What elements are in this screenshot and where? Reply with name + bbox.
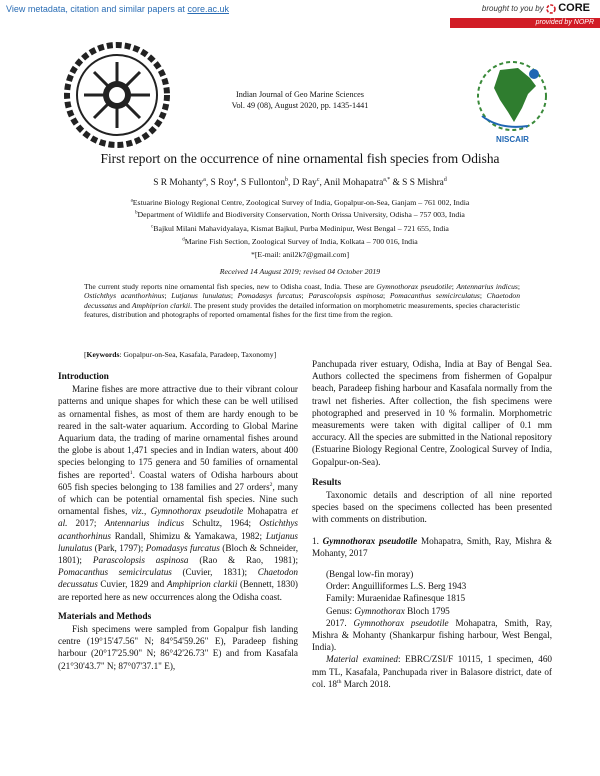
taxon-genus: Genus: Gymnothorax Bloch 1795: [326, 605, 450, 616]
text-run: Randall, Shimizu & Yamakawa, 1982;: [110, 530, 266, 541]
text-run: Gymnothorax pseudotile: [150, 506, 244, 517]
methods-heading: Materials and Methods: [58, 611, 152, 622]
methods-text: Fish specimens were sampled from Gopalpur fish landing centre (19°15'47.56" N; 84°54'59.26" E), Paradeep fishing harbour (20°17'25.90" N; 86°42'26.73" E) and from Kasafala (21°30'43.7" N; 87°07'37.1" E),: [58, 624, 298, 671]
paper-title: First report on the occurrence of nine ornamental fish species from Odisha: [100, 151, 500, 166]
text-run: (Park, 1797);: [92, 542, 146, 553]
species-heading: 1. Gymnothorax pseudotile Mohapatra, Smith, Ray, Mishra & Mohanty, 2017: [312, 535, 552, 558]
text-run: , many of which can be potential ornamental fish species. Nine such ornamental fishes,: [58, 481, 298, 517]
text-run: ;: [383, 291, 390, 301]
methods-continued: Panchupada river estuary, Odisha, India at Bay of Bengal Sea. Authors collected the specimens from fishermen of Gopalpur beach, Paradeep fishing harbour and Kasafala normally from the trawl net fisheries. After collection, the fish specimens were photographed and preserved in 10 % formalin. Morphometric measurements were taken with digital calliper of 0.1 mm accuracy. All the species are submitted in the National repository (Estuarine Biology Regional Centre, Zoological Survey of India, Gopalpur-on-Sea).: [312, 359, 552, 467]
text-run: Chaetodon decussatus: [84, 291, 520, 310]
niscair-label: NISCAIR: [496, 135, 529, 144]
affiliation-line: $^d$Marine Fish Section, Zoological Survey of India, Kolkata – 700 016, India: [182, 237, 418, 246]
text-run: Pomacanthus semicirculatus: [389, 291, 480, 301]
text-run: Amphiprion clarkii: [166, 579, 238, 590]
author-name: D Ray$^c$: [292, 176, 320, 188]
text-run: ;: [479, 291, 487, 301]
author-name: Anil Mohapatra$^{a,*}$: [323, 176, 391, 188]
introduction-text: [58, 383, 298, 603]
core-url-link[interactable]: core.ac.uk: [187, 4, 229, 14]
author-name: S S Mishra$^d$: [402, 176, 447, 188]
text-run: th: [337, 678, 342, 685]
text-run: ;: [230, 291, 238, 301]
core-branding[interactable]: brought to you by CORE: [481, 2, 590, 14]
text-run: Antennarius indicus: [104, 518, 185, 529]
author-name: S R Mohanty$^a$: [153, 176, 206, 188]
text-run: Schultz, 1964;: [184, 518, 260, 529]
text-run: Mohapatra, Smith, Ray, Mishra & Mohanty (Shankarpur fishing harbour, West Bengal, India).: [312, 617, 552, 653]
text-run: Material examined: [326, 654, 398, 665]
text-run: ;: [164, 291, 172, 301]
abstract: [84, 282, 520, 319]
provider-bar[interactable]: provided by NOPR: [450, 18, 600, 28]
text-run: Marine fishes are more attractive due to their vibrant colour patterns and unique shapes for which these can be well utilised as ornamental fishes, as most of them are hardy enough to be reared in the salt-water aquarium. According to Global Marine Aquarium data, the trading of marine ornamental fishes around the globe is about 1,471 species and in Indian waters, about 400 species belonging to 175 genera and 50 families of ornamental fishes are reported: [58, 384, 298, 480]
text-run: . Coastal waters of Odisha harbours about 605 fish species belonging to 138 families and 27 orders: [58, 469, 298, 492]
species-reference: [312, 617, 552, 654]
author-name: S Fullonton$^b$: [241, 176, 288, 188]
text-run: Parascolopsis aspinosa: [308, 291, 384, 301]
journal-volume: Vol. 49 (08), August 2020, pp. 1435-1441: [231, 101, 369, 110]
affiliation-line: $^c$Bajkul Milani Mahavidyalaya, Kismat Bajkul, Purba Medinipur, West Bengal – 721 655, India: [151, 224, 449, 233]
affiliation-line: *[E-mail: anil2k7@gmail.com]: [250, 250, 350, 259]
text-run: : EBRC/ZSI/F 10115, 1 specimen, 460 mm TL, Kasafala, Panchupada river in Balasore district, date of col. 18: [312, 654, 553, 689]
text-run: ;: [301, 291, 309, 301]
text-run: Ostichthys acanthorhinus: [58, 518, 298, 541]
text-run: ,: [144, 506, 151, 517]
text-run: Amphiprion clarkii: [131, 300, 191, 310]
text-run: viz.: [131, 506, 145, 517]
keywords: [Keywords: Gopalpur-on-Sea, Kasafala, Paradeep, Taxonomy]: [84, 350, 277, 359]
introduction-heading: Introduction: [58, 372, 109, 382]
text-run: March 2018.: [341, 678, 391, 689]
text-run: ;: [451, 282, 457, 291]
text-run: Pomacanthus semicirculatus: [58, 567, 172, 578]
left-column: [58, 371, 298, 672]
text-run: Pomadasys furcatus: [237, 291, 302, 301]
material-examined: [312, 653, 552, 690]
text-run: et al.: [58, 506, 299, 529]
taxon-order: Order: Anguilliformes L.S. Berg 1943: [326, 581, 467, 592]
text-run: 2: [269, 481, 273, 488]
common-name: (Bengal low-fin moray): [326, 569, 414, 580]
text-run: Lutjanus lunulatus: [58, 530, 298, 553]
author-name: S Roy$^a$: [210, 176, 237, 188]
text-run: Mohapatra: [243, 506, 292, 517]
text-run: and: [116, 300, 132, 310]
core-logo-icon: [546, 4, 556, 14]
text-run: The current study reports nine ornamental fish species, new to Odisha coast, India. These are: [84, 282, 377, 291]
text-run: Ostichthys acanthorhinus: [84, 291, 165, 301]
core-metadata-link[interactable]: View metadata, citation and similar papers at core.ac.uk: [6, 4, 229, 14]
results-heading: Results: [312, 477, 342, 488]
affiliation-line: $^a$Estuarine Biology Regional Centre, Zoological Survey of India, Gopalpur-on-Sea, Ganjam – 761 002, India: [130, 198, 470, 207]
received-dates: Received 14 August 2019; revised 04 October 2019: [219, 267, 381, 276]
text-run: ;: [517, 282, 520, 291]
text-run: Gymnothorax pseudotile: [353, 617, 449, 628]
text-run: Pomadasys furcatus: [145, 542, 220, 553]
text-run: 2017.: [326, 617, 354, 628]
journal-name: Indian Journal of Geo Marine Sciences: [235, 90, 364, 99]
text-run: (Rao & Rao, 1981);: [188, 555, 298, 566]
text-run: Antennarius indicus: [456, 282, 518, 291]
text-run: 2017;: [67, 518, 105, 529]
right-column: [312, 358, 552, 690]
text-run: (Bennett, 1830) are reported here as new occurrences along the Odisha coast.: [58, 579, 298, 602]
text-run: 1: [129, 469, 133, 476]
taxon-family: Family: Muraenidae Rafinesque 1815: [326, 593, 466, 604]
text-run: Lutjanus lunulatus: [171, 291, 231, 301]
text-run: (Bloch & Schneider, 1801);: [58, 542, 298, 566]
text-run: Gymnothorax pseudotile: [376, 282, 452, 291]
text-run: Chaetodon decussatus: [58, 567, 299, 590]
results-text: Taxonomic details and description of all nine reported species based on the specimens collected has been presented with comments on distribution.: [312, 490, 552, 525]
affiliation-line: $^b$Department of Wildlife and Biodiversity Conservation, North Orissa University, Odisha – 757 003, India: [135, 210, 465, 219]
text-run: (Cuvier, 1831);: [171, 567, 258, 578]
text-run: Parascolopsis aspinosa: [92, 555, 189, 566]
text-run: Cuvier, 1829 and: [97, 579, 167, 590]
text-run: . The present study provides the detailed information on morphometric measurements, species characteristic features, distribution and photographs of reported ornamental fishes for the first time from the region.: [84, 300, 520, 319]
author-list: S R Mohanty$^a$, S Roy$^a$, S Fullonton$^b$, D Ray$^c$, Anil Mohapatra$^{a,*}$ & S S Mishra$^d$: [153, 176, 447, 188]
